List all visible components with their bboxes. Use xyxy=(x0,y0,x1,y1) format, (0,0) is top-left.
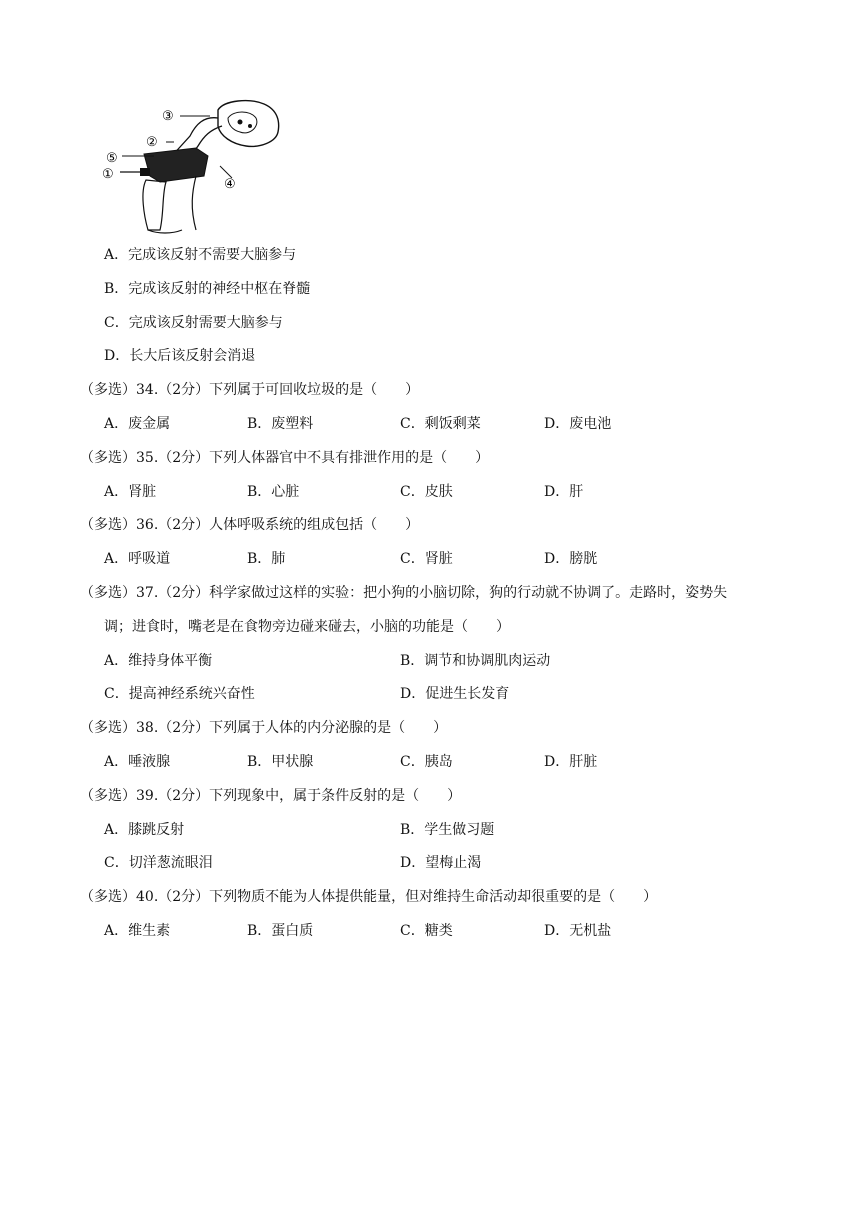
option-b[interactable]: B．蛋白质 xyxy=(247,923,314,939)
question-34-stem: （多选）34.（2分）下列属于可回收垃圾的是（ ） xyxy=(80,382,420,398)
question-37-stem-line1: （多选）37.（2分）科学家做过这样的实验：把小狗的小脑切除，狗的行动就不协调了。走路时，姿势失 xyxy=(80,585,728,601)
option-b[interactable]: B．完成该反射的神经中枢在脊髓 xyxy=(104,281,311,297)
option-c[interactable]: C．完成该反射需要大脑参与 xyxy=(104,315,283,331)
option-d[interactable]: D．肝脏 xyxy=(544,754,598,770)
option-a[interactable]: A．完成该反射不需要大脑参与 xyxy=(104,247,297,263)
option-a[interactable]: A．呼吸道 xyxy=(104,551,171,567)
option-d[interactable]: D．膀胱 xyxy=(544,551,598,567)
figure-label: ③ xyxy=(162,109,174,124)
option-a[interactable]: A．唾液腺 xyxy=(104,754,171,770)
question-35-stem: （多选）35.（2分）下列人体器官中不具有排泄作用的是（ ） xyxy=(80,450,490,466)
option-a[interactable]: A．维持身体平衡 xyxy=(104,653,213,669)
option-c[interactable]: C．糖类 xyxy=(400,923,453,939)
option-b[interactable]: B．心脏 xyxy=(247,484,300,500)
option-b[interactable]: B．甲状腺 xyxy=(247,754,314,770)
knee-reflex-diagram xyxy=(100,96,290,236)
question-40-stem: （多选）40.（2分）下列物质不能为人体提供能量，但对维持生命活动却很重要的是（ ） xyxy=(80,889,658,905)
option-c[interactable]: C．提高神经系统兴奋性 xyxy=(104,686,255,702)
knee-reflex-figure xyxy=(100,96,290,236)
question-38-stem: （多选）38.（2分）下列属于人体的内分泌腺的是（ ） xyxy=(80,720,448,736)
option-b[interactable]: B．调节和协调肌肉运动 xyxy=(400,653,551,669)
option-c[interactable]: C．肾脏 xyxy=(400,551,453,567)
option-a[interactable]: A．肾脏 xyxy=(104,484,157,500)
option-c[interactable]: C．皮肤 xyxy=(400,484,453,500)
option-c[interactable]: C．切洋葱流眼泪 xyxy=(104,855,213,871)
figure-label: ① xyxy=(102,167,114,182)
option-d[interactable]: D．废电池 xyxy=(544,416,612,432)
figure-label: ④ xyxy=(224,177,236,192)
option-b[interactable]: B．废塑料 xyxy=(247,416,314,432)
option-b[interactable]: B．肺 xyxy=(247,551,286,567)
question-39-stem: （多选）39.（2分）下列现象中，属于条件反射的是（ ） xyxy=(80,788,462,804)
option-d[interactable]: D．肝 xyxy=(544,484,584,500)
option-a[interactable]: A．废金属 xyxy=(104,416,171,432)
question-36-stem: （多选）36.（2分）人体呼吸系统的组成包括（ ） xyxy=(80,517,420,533)
option-d[interactable]: D．望梅止渴 xyxy=(400,855,482,871)
option-c[interactable]: C．胰岛 xyxy=(400,754,453,770)
option-d[interactable]: D．无机盐 xyxy=(544,923,612,939)
option-b[interactable]: B．学生做习题 xyxy=(400,822,495,838)
figure-label: ⑤ xyxy=(106,151,118,166)
option-a[interactable]: A．维生素 xyxy=(104,923,171,939)
option-a[interactable]: A．膝跳反射 xyxy=(104,822,185,838)
figure-label: ② xyxy=(146,135,158,150)
option-d[interactable]: D．长大后该反射会消退 xyxy=(104,348,256,364)
question-37-stem-line2: 调；进食时，嘴老是在食物旁边碰来碰去，小脑的功能是（ ） xyxy=(104,619,510,635)
option-d[interactable]: D．促进生长发育 xyxy=(400,686,510,702)
option-c[interactable]: C．剩饭剩菜 xyxy=(400,416,481,432)
